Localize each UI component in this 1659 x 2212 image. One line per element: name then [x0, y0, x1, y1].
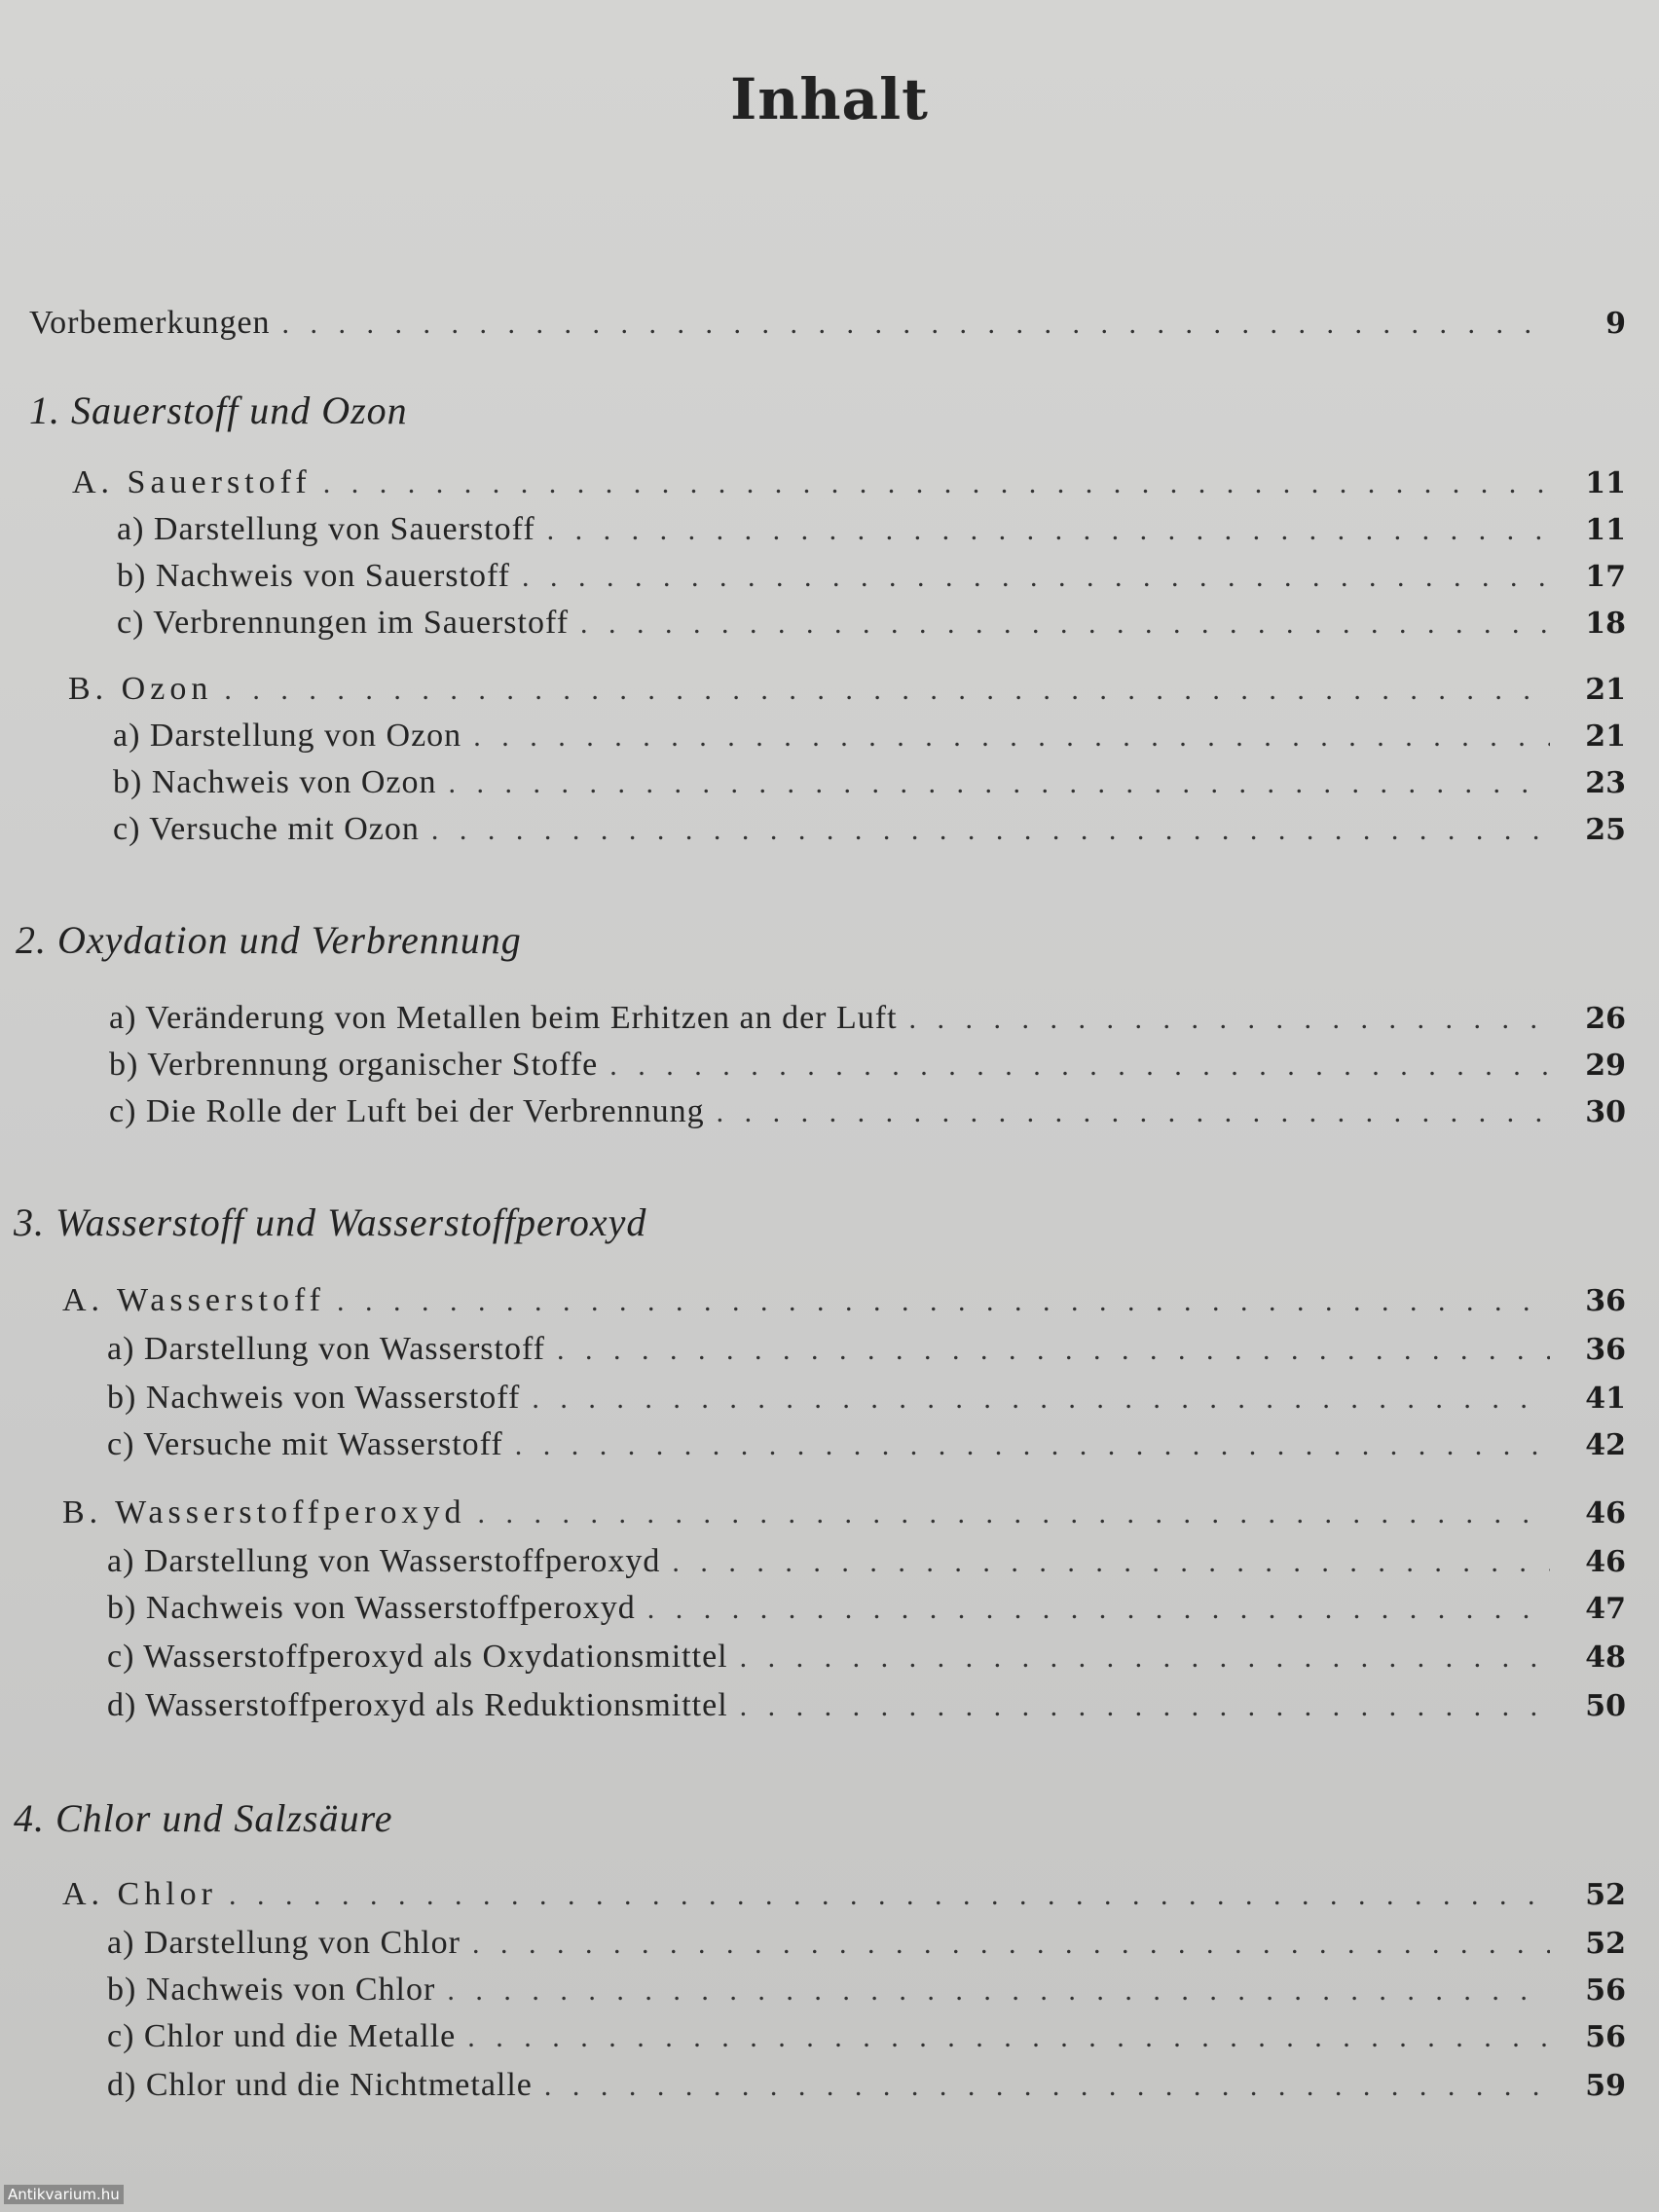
dot-leader — [647, 1586, 1550, 1633]
toc-item-entry — [113, 713, 1626, 759]
toc-entry-label: d) Chlor und die Nichtmetalle — [107, 2067, 533, 2103]
section-heading-3: 3. Wasserstoff und Wasserstoffperoxyd — [14, 1200, 647, 1244]
toc-entry-label: b) Nachweis von Wasserstoffperoxyd — [107, 1590, 636, 1626]
toc-entry-label: d) Wasserstoffperoxyd als Reduktionsmittel — [107, 1687, 728, 1723]
dot-leader — [740, 1635, 1550, 1681]
toc-page-number: 56 — [1585, 2020, 1626, 2054]
toc-item-entry — [117, 600, 1626, 646]
toc-entry-label: a) Darstellung von Ozon — [113, 718, 462, 754]
toc-item-entry — [107, 2013, 1626, 2060]
toc-item-entry — [113, 759, 1626, 806]
dot-leader — [547, 507, 1550, 554]
toc-entry-label: a) Darstellung von Wasserstoff — [107, 1331, 545, 1367]
toc-page-number: 56 — [1585, 1973, 1626, 2008]
toc-page-number: 52 — [1585, 1878, 1626, 1912]
toc-item-entry — [107, 1421, 1626, 1468]
toc-page-number: 25 — [1585, 813, 1626, 847]
toc-item-entry — [109, 1088, 1626, 1135]
dot-leader — [717, 1089, 1550, 1136]
dot-leader — [580, 601, 1550, 647]
toc-item-entry — [107, 1375, 1626, 1421]
dot-leader — [532, 1376, 1550, 1422]
toc-item-entry — [107, 1585, 1626, 1632]
toc-entry-label: a) Veränderung von Metallen beim Erhitzen an der Luft — [109, 1000, 898, 1036]
toc-entry-label: B. Wasserstoffperoxyd — [62, 1494, 466, 1530]
section-heading-2: 2. Oxydation und Verbrennung — [16, 918, 522, 962]
toc-page-number: 9 — [1605, 307, 1626, 341]
toc-page-number: 21 — [1585, 719, 1626, 754]
dot-leader — [431, 807, 1550, 854]
toc-entry-label: c) Versuche mit Ozon — [113, 811, 420, 847]
dot-leader — [672, 1539, 1550, 1586]
dot-leader — [472, 1921, 1550, 1968]
toc-page-number: 36 — [1585, 1284, 1626, 1318]
dot-leader — [909, 996, 1550, 1043]
dot-leader — [337, 1278, 1550, 1325]
toc-page-number: 42 — [1585, 1428, 1626, 1462]
toc-page-number: 52 — [1585, 1927, 1626, 1961]
page-title: Inhalt — [730, 66, 929, 132]
toc-entry-label: c) Chlor und die Metalle — [107, 2018, 457, 2054]
dot-leader — [740, 1683, 1550, 1730]
toc-entry-label: c) Verbrennungen im Sauerstoff — [117, 605, 570, 641]
toc-entry-label: A. Sauerstoff — [72, 464, 312, 500]
toc-page-number: 41 — [1585, 1382, 1626, 1416]
toc-item-entry — [117, 506, 1626, 553]
toc-group-entry — [68, 666, 1626, 713]
watermark: Antikvarium.hu — [4, 2185, 124, 2204]
toc-entry-label: b) Verbrennung organischer Stoffe — [109, 1047, 599, 1083]
toc-group-entry — [72, 460, 1626, 506]
dot-leader — [229, 1872, 1550, 1919]
toc-page-number: 11 — [1585, 513, 1626, 547]
toc-entry-label: A. Wasserstoff — [62, 1282, 325, 1318]
dot-leader — [478, 1491, 1550, 1537]
dot-leader — [609, 1043, 1550, 1089]
toc-page-number: 46 — [1585, 1545, 1626, 1579]
toc-item-entry — [107, 1634, 1626, 1680]
toc-item-entry — [109, 995, 1626, 1042]
toc-entry-label: c) Die Rolle der Luft bei der Verbrennung — [109, 1093, 705, 1129]
toc-entry-label: B. Ozon — [68, 671, 213, 707]
dot-leader — [544, 2063, 1550, 2110]
toc-entry-label: b) Nachweis von Ozon — [113, 764, 437, 800]
toc-page-number: 23 — [1585, 766, 1626, 800]
dot-leader — [557, 1327, 1550, 1374]
toc-page-number: 30 — [1585, 1095, 1626, 1129]
toc-page-number: 46 — [1585, 1496, 1626, 1530]
dot-leader — [473, 714, 1550, 760]
toc-page-number: 59 — [1585, 2069, 1626, 2103]
dot-leader — [515, 1422, 1550, 1469]
toc-page-number: 47 — [1585, 1592, 1626, 1626]
toc-page-number: 36 — [1585, 1333, 1626, 1367]
toc-page-number: 50 — [1585, 1689, 1626, 1723]
dot-leader — [449, 760, 1550, 807]
dot-leader — [467, 2014, 1550, 2061]
toc-page-number: 29 — [1585, 1049, 1626, 1083]
toc-item-entry — [117, 553, 1626, 600]
toc-item-entry — [107, 1326, 1626, 1373]
section-heading-4: 4. Chlor und Salzsäure — [14, 1796, 393, 1840]
dot-leader — [224, 667, 1550, 714]
toc-group-entry — [62, 1277, 1626, 1324]
toc-entry-label: a) Darstellung von Sauerstoff — [117, 511, 535, 547]
toc-entry-label: Vorbemerkungen — [29, 305, 271, 341]
toc-page-number: 18 — [1585, 607, 1626, 641]
dot-leader — [323, 461, 1550, 507]
dot-leader — [282, 301, 1550, 348]
toc-page-number: 11 — [1585, 466, 1626, 500]
toc-entry-label: b) Nachweis von Wasserstoff — [107, 1380, 521, 1416]
toc-group-entry — [62, 1871, 1626, 1918]
toc-entry-label: c) Versuche mit Wasserstoff — [107, 1426, 503, 1462]
toc-page-number: 17 — [1585, 560, 1626, 594]
toc-page-number: 26 — [1585, 1002, 1626, 1036]
toc-entry-label: a) Darstellung von Chlor — [107, 1925, 461, 1961]
toc-item-entry — [107, 1920, 1626, 1967]
toc-entry-label: A. Chlor — [62, 1876, 217, 1912]
toc-item-entry — [107, 1967, 1626, 2013]
toc-item-entry — [107, 1682, 1626, 1729]
toc-page-number: 21 — [1585, 673, 1626, 707]
toc-entry-label: b) Nachweis von Chlor — [107, 1972, 436, 2008]
section-heading-1: 1. Sauerstoff und Ozon — [29, 388, 408, 432]
toc-entry-intro — [29, 300, 1626, 347]
dot-leader — [522, 554, 1550, 601]
toc-item-entry — [107, 2062, 1626, 2109]
toc-entry-label: c) Wasserstoffperoxyd als Oxydationsmittel — [107, 1639, 728, 1675]
toc-page-number: 48 — [1585, 1641, 1626, 1675]
toc-entry-label: b) Nachweis von Sauerstoff — [117, 558, 511, 594]
toc-group-entry — [62, 1490, 1626, 1536]
dot-leader — [447, 1968, 1550, 2014]
toc-item-entry — [107, 1538, 1626, 1585]
toc-item-entry — [109, 1042, 1626, 1088]
toc-item-entry — [113, 806, 1626, 853]
toc-entry-label: a) Darstellung von Wasserstoffperoxyd — [107, 1543, 661, 1579]
